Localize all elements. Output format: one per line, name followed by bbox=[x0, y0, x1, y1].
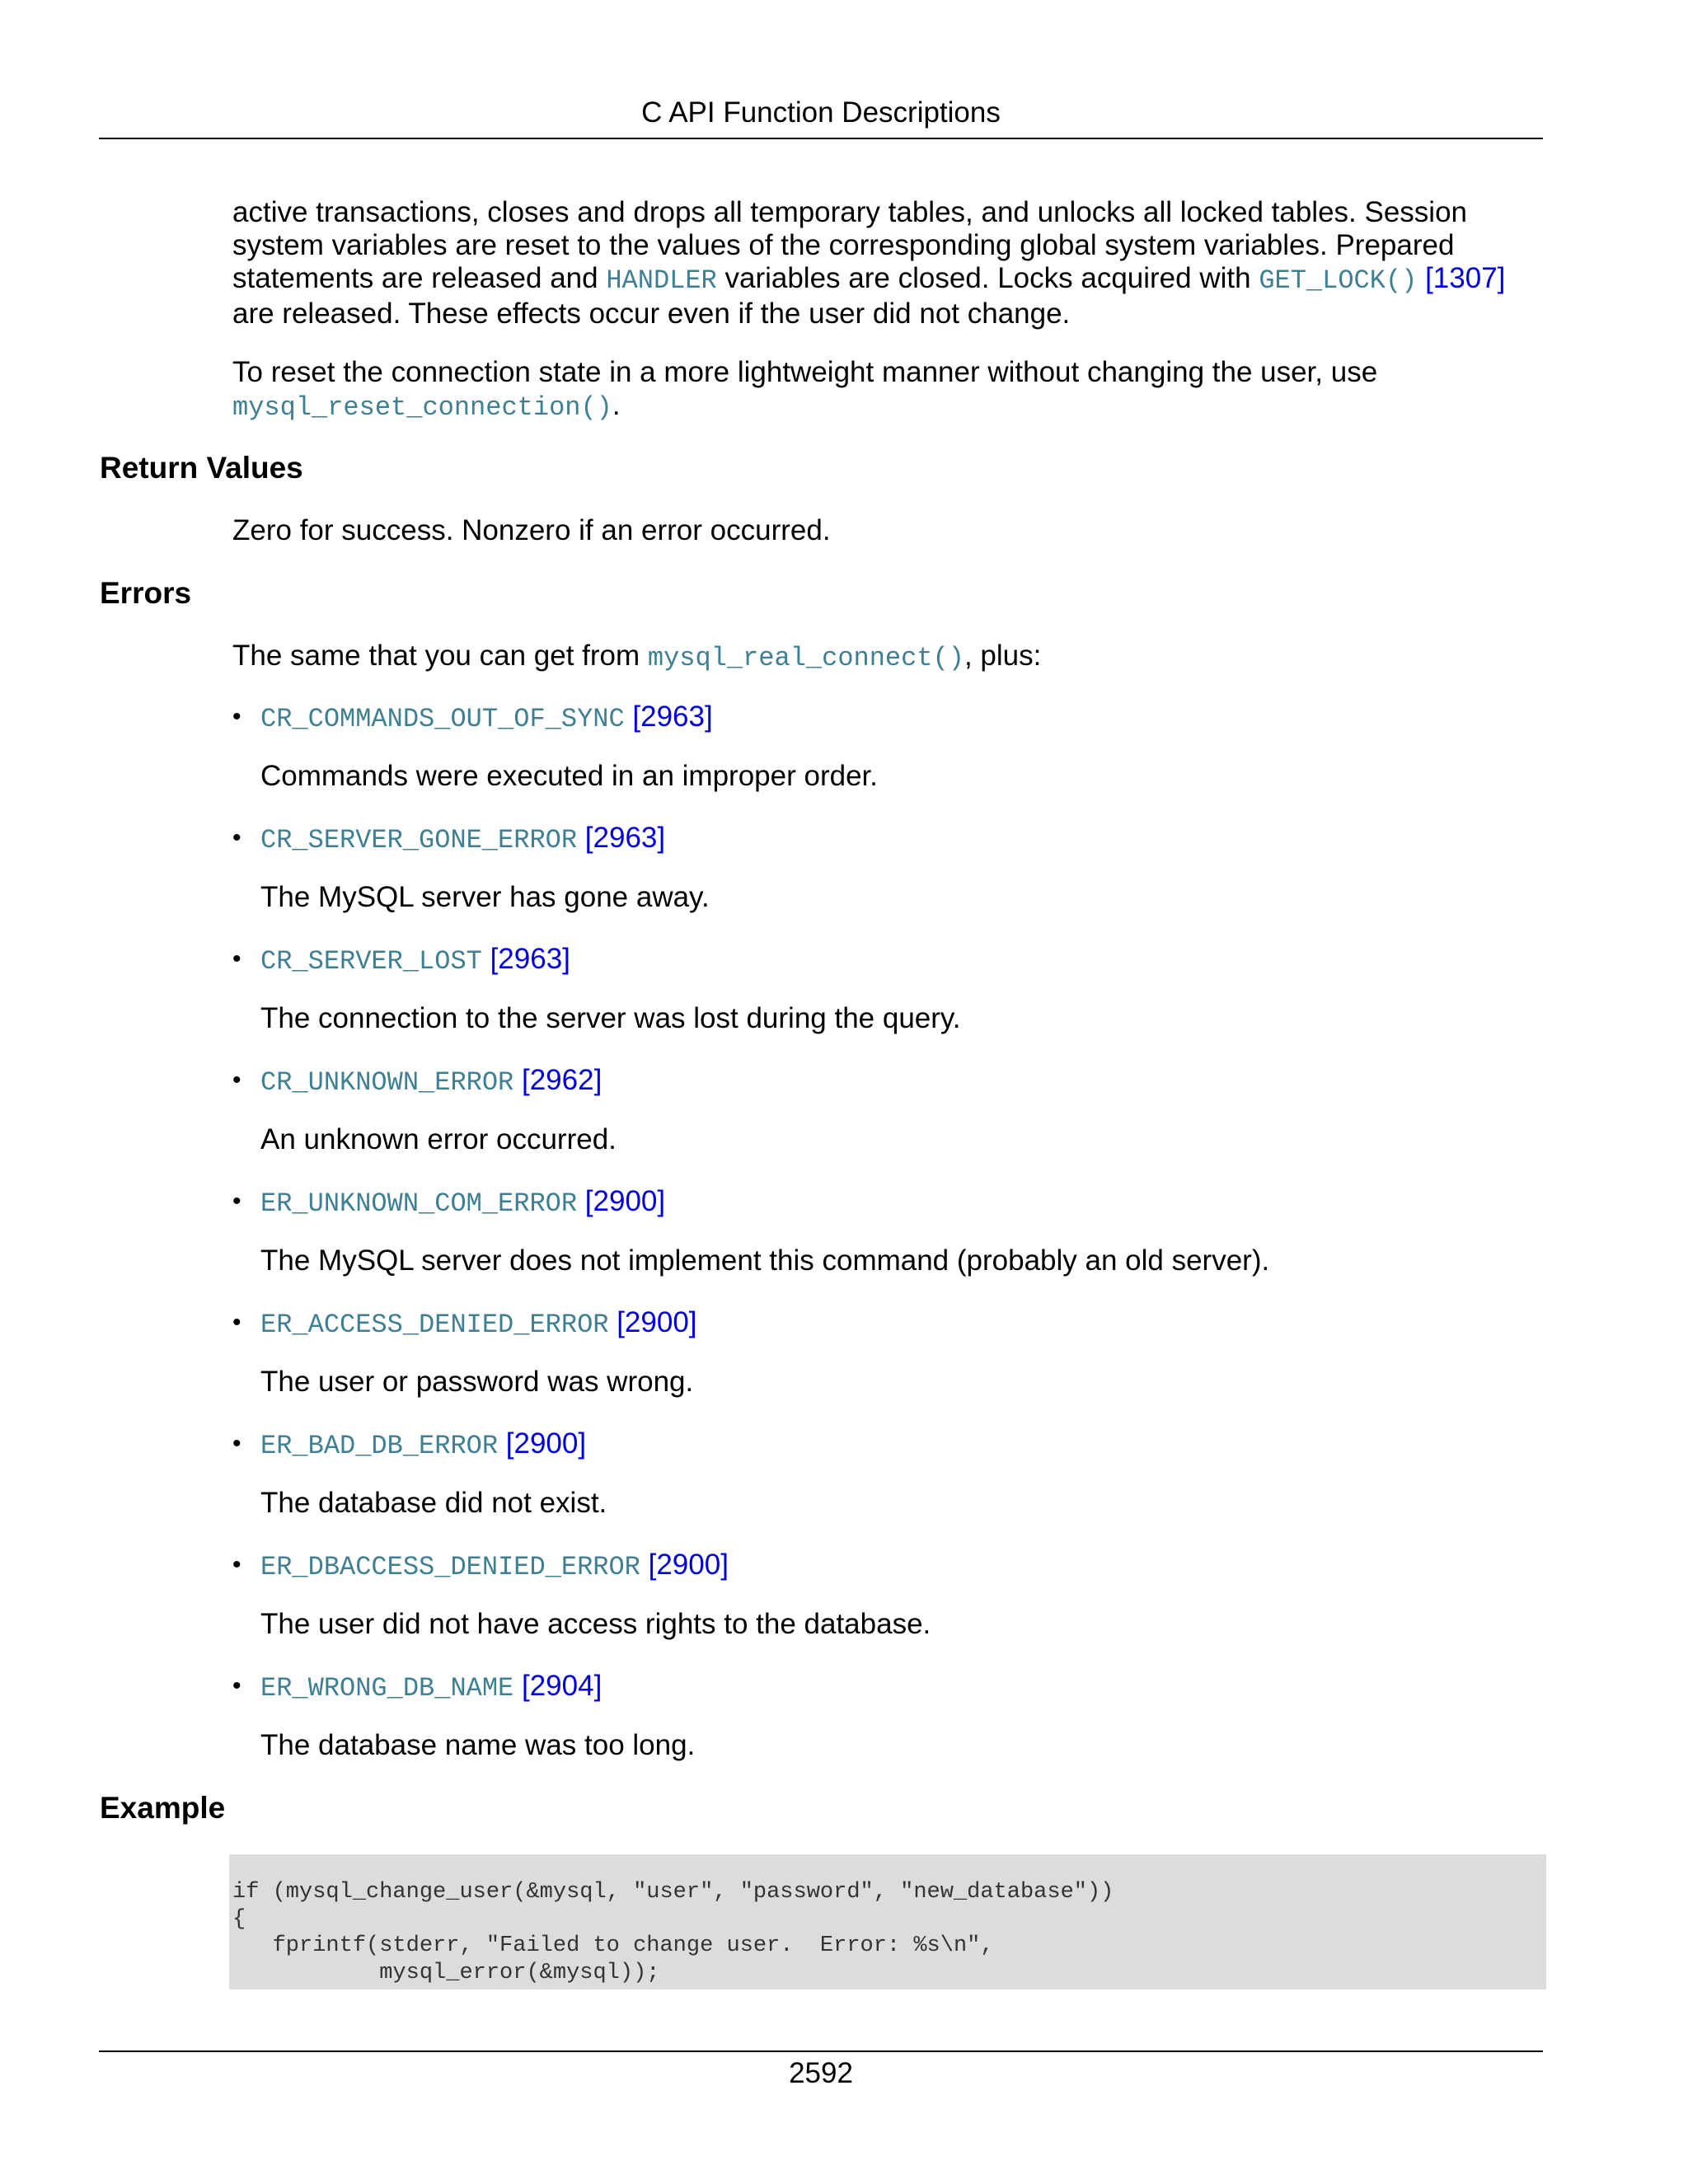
error-ref-link[interactable]: [2900] bbox=[505, 1427, 587, 1460]
error-ref-link[interactable]: [2963] bbox=[490, 943, 570, 975]
example-code: if (mysql_change_user(&mysql, "user", "password", "new_database")) { fprintf(stderr, "Failed to change user. Error: %s\n", mysql_error(&mysql)); bbox=[232, 1880, 1114, 1985]
bullet-icon: • bbox=[232, 945, 241, 972]
example-heading: Example bbox=[100, 1791, 226, 1825]
error-description: The connection to the server was lost during the query. bbox=[260, 1002, 961, 1034]
error-ref-link[interactable]: [2900] bbox=[648, 1549, 729, 1581]
error-ref-link[interactable]: [2900] bbox=[584, 1185, 666, 1217]
error-item bbox=[260, 1427, 586, 1463]
bullet-icon: • bbox=[232, 1430, 241, 1457]
error-code-link[interactable]: CR_SERVER_GONE_ERROR bbox=[260, 825, 578, 855]
error-item bbox=[260, 1549, 729, 1584]
header-rule bbox=[99, 138, 1543, 139]
intro-p2-text-2: . bbox=[612, 389, 621, 421]
footer-rule bbox=[99, 2050, 1543, 2052]
error-code-link[interactable]: ER_BAD_DB_ERROR bbox=[260, 1431, 499, 1461]
bullet-icon: • bbox=[232, 1672, 241, 1699]
mysql-reset-connection-link[interactable]: mysql_reset_connection() bbox=[232, 392, 612, 423]
intro-p1-text-1: active transactions, closes and drops all temporary tables, and unlocks all locked tables. Session system variables are reset to the values of the corresponding global system variables. Prepared statements are released and bbox=[232, 196, 1468, 294]
error-ref-link[interactable]: [2963] bbox=[584, 822, 666, 854]
error-ref-link[interactable]: [2963] bbox=[632, 701, 713, 733]
get-lock-code-link[interactable]: GET_LOCK() bbox=[1259, 265, 1418, 296]
get-lock-ref-link[interactable]: [1307] bbox=[1417, 262, 1506, 294]
error-item bbox=[260, 701, 713, 736]
error-item bbox=[260, 1670, 602, 1705]
error-description: The database did not exist. bbox=[260, 1487, 607, 1519]
error-ref-link[interactable]: [2962] bbox=[521, 1064, 603, 1096]
example-code-block bbox=[229, 1854, 1546, 1990]
error-description: The database name was too long. bbox=[260, 1729, 696, 1761]
intro-paragraph-2 bbox=[232, 356, 1551, 424]
bullet-icon: • bbox=[232, 824, 241, 851]
error-ref-link[interactable]: [2904] bbox=[521, 1670, 603, 1702]
intro-paragraph-1 bbox=[232, 196, 1551, 330]
intro-p1-text-3: are released. These effects occur even if the user did not change. bbox=[232, 298, 1071, 330]
return-values-text: Zero for success. Nonzero if an error occurred. bbox=[232, 514, 831, 546]
bullet-icon: • bbox=[232, 1066, 241, 1094]
error-code-link[interactable]: ER_WRONG_DB_NAME bbox=[260, 1673, 514, 1704]
errors-intro bbox=[232, 640, 1551, 675]
error-description: The user or password was wrong. bbox=[260, 1366, 694, 1398]
error-item bbox=[260, 1185, 665, 1221]
errors-heading: Errors bbox=[100, 576, 192, 610]
error-code-link[interactable]: CR_UNKNOWN_ERROR bbox=[260, 1067, 514, 1098]
error-item bbox=[260, 1064, 602, 1099]
intro-p2-text-1: To reset the connection state in a more lightweight manner without changing the user, use bbox=[232, 356, 1378, 388]
error-item bbox=[260, 1306, 697, 1342]
bullet-icon: • bbox=[232, 1309, 241, 1336]
error-description: The user did not have access rights to the database. bbox=[260, 1608, 931, 1640]
error-description: The MySQL server has gone away. bbox=[260, 881, 710, 913]
error-code-link[interactable]: CR_SERVER_LOST bbox=[260, 946, 482, 977]
errors-intro-text-2: , plus: bbox=[964, 640, 1042, 672]
error-item bbox=[260, 943, 570, 978]
mysql-real-connect-link[interactable]: mysql_real_connect() bbox=[647, 643, 964, 673]
return-values-heading: Return Values bbox=[100, 451, 303, 485]
intro-p1-text-2: variables are closed. Locks acquired with bbox=[716, 262, 1259, 294]
errors-intro-text-1: The same that you can get from bbox=[232, 640, 648, 672]
error-description: Commands were executed in an improper order. bbox=[260, 760, 878, 792]
error-code-link[interactable]: ER_ACCESS_DENIED_ERROR bbox=[260, 1310, 609, 1340]
error-item bbox=[260, 822, 665, 857]
bullet-icon: • bbox=[232, 703, 241, 730]
page-header-title: C API Function Descriptions bbox=[641, 96, 1001, 129]
handler-code[interactable]: HANDLER bbox=[606, 265, 717, 296]
error-code-link[interactable]: CR_COMMANDS_OUT_OF_SYNC bbox=[260, 704, 625, 734]
bullet-icon: • bbox=[232, 1188, 241, 1215]
bullet-icon: • bbox=[232, 1551, 241, 1578]
error-code-link[interactable]: ER_UNKNOWN_COM_ERROR bbox=[260, 1188, 578, 1219]
error-code-link[interactable]: ER_DBACCESS_DENIED_ERROR bbox=[260, 1552, 640, 1582]
page-number: 2592 bbox=[789, 2057, 853, 2089]
error-description: An unknown error occurred. bbox=[260, 1123, 617, 1155]
error-ref-link[interactable]: [2900] bbox=[617, 1306, 697, 1338]
error-description: The MySQL server does not implement this command (probably an old server). bbox=[260, 1244, 1270, 1277]
